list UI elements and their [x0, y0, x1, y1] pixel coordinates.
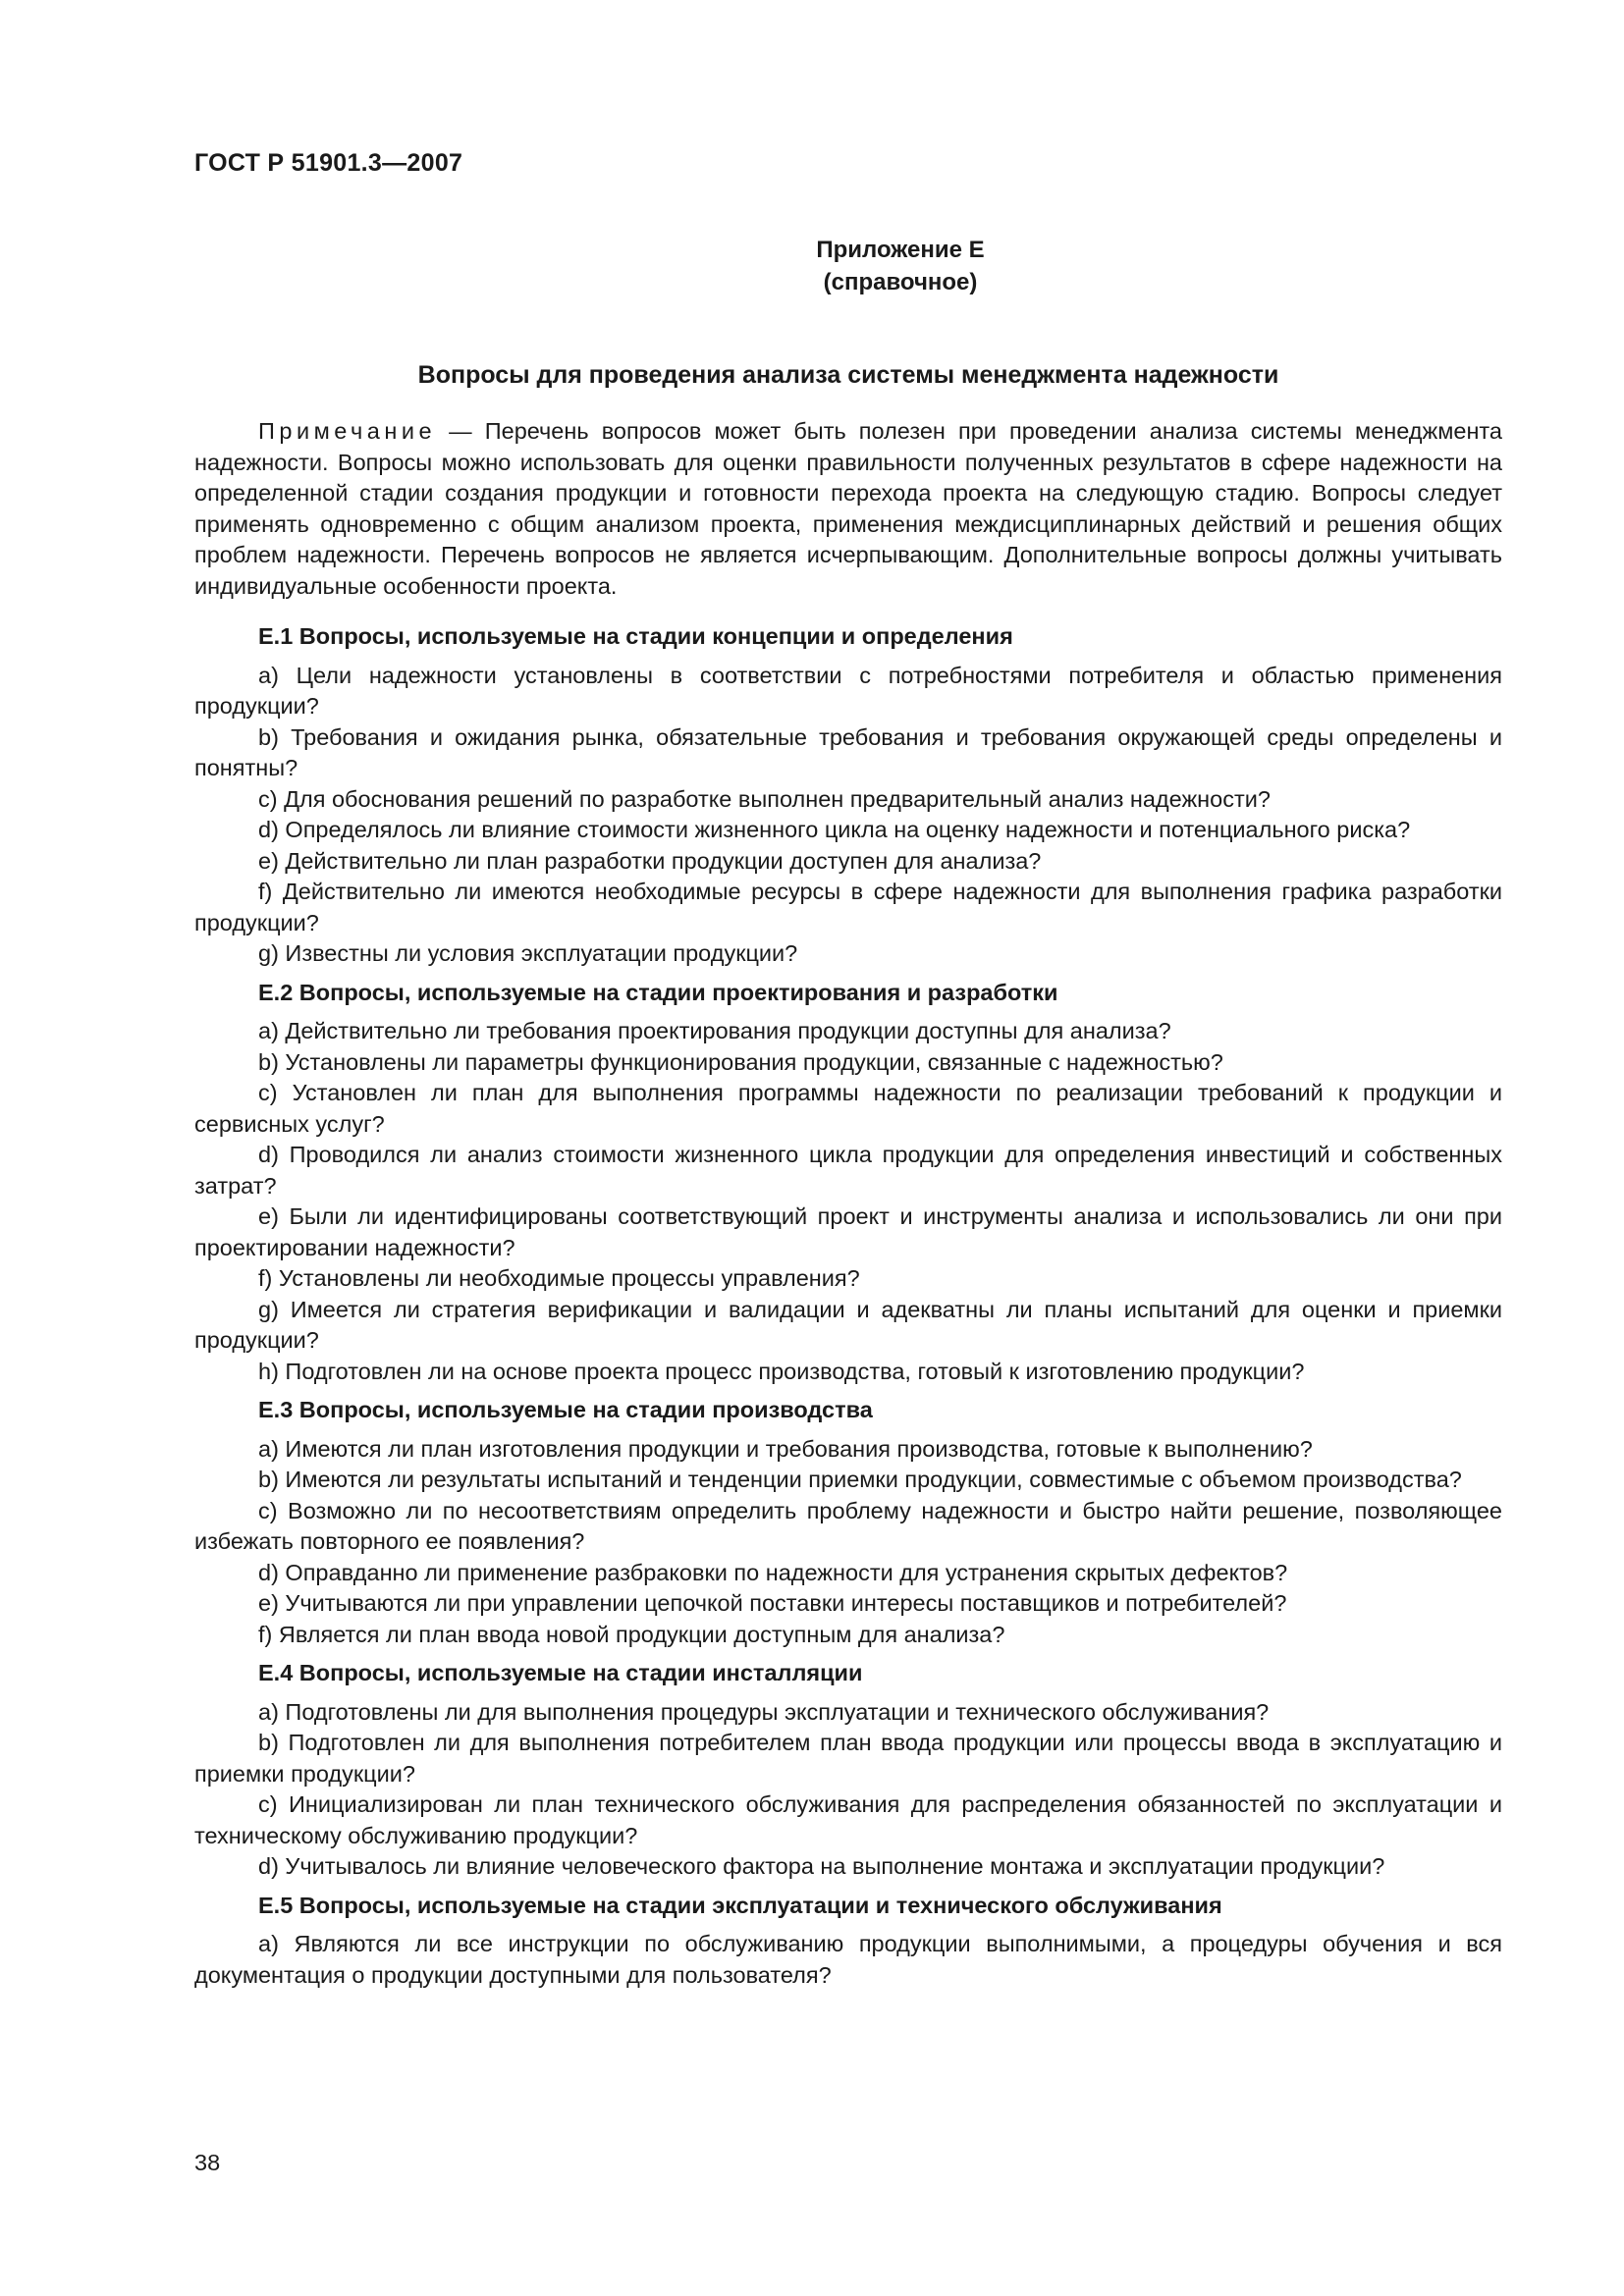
list-item: d) Учитывалось ли влияние человеческого фактора на выполнение монтажа и эксплуатации продукции?: [258, 1853, 1385, 1879]
appendix-type: (справочное): [823, 269, 978, 295]
note-label: Примечание: [258, 418, 437, 444]
list-item: f) Действительно ли имеются необходимые ресурсы в сфере надежности для выполнения графика разработки продукции?: [194, 879, 1502, 935]
list-item: a) Являются ли все инструкции по обслуживанию продукции выполнимыми, а процедуры обучения и вся документация о продукции доступными для пользователя?: [194, 1931, 1502, 1988]
note-text: — Перечень вопросов может быть полезен при проведении анализа системы менеджмента надежности. Вопросы можно использовать для оценки правильности полученных результатов в сфере надежности на определенной стадии создания продукции и готовности перехода проекта на следующую стадию. Вопросы следует применять одновременно с общим анализом проекта, применения междисциплинарных действий и решения общих проблем надежности. Перечень вопросов не является исчерпывающим. Дополнительные вопросы должны учитывать индивидуальные особенности проекта.: [194, 418, 1502, 599]
list-item: d) Проводился ли анализ стоимости жизненного цикла продукции для определения инвестиций и собственных затрат?: [194, 1142, 1502, 1199]
list-item: d) Оправданно ли применение разбраковки по надежности для устранения скрытых дефектов?: [258, 1559, 1288, 1585]
appendix-title: Приложение Е: [816, 237, 985, 263]
list-item: a) Имеются ли план изготовления продукции и требования производства, готовые к выполнению?: [258, 1435, 1313, 1462]
section-heading-e5: Е.5 Вопросы, используемые на стадии эксплуатации и технического обслуживания: [258, 1892, 1222, 1918]
list-item: c) Установлен ли план для выполнения программы надежности по реализации требований к продукции и сервисных услуг?: [194, 1080, 1502, 1137]
list-item: b) Требования и ожидания рынка, обязательные требования и требования окружающей среды определены и понятны?: [194, 723, 1502, 780]
list-item: b) Подготовлен ли для выполнения потребителем план ввода продукции или процессы ввода в эксплуатацию и приемки продукции?: [194, 1730, 1502, 1787]
list-item: d) Определялось ли влияние стоимости жизненного цикла на оценку надежности и потенциального риска?: [258, 817, 1411, 842]
page-title: Вопросы для проведения анализа системы менеджмента надежности: [417, 361, 1279, 389]
list-item: e) Были ли идентифицированы соответствующий проект и инструменты анализа и использовались ли они при проектировании надежности?: [194, 1203, 1502, 1260]
section-heading-e3: Е.3 Вопросы, используемые на стадии производства: [258, 1397, 873, 1422]
document-body: [194, 416, 1502, 1991]
page-number: 38: [194, 2150, 221, 2175]
section-heading-e2: Е.2 Вопросы, используемые на стадии проектирования и разработки: [258, 979, 1058, 1005]
document-code: ГОСТ Р 51901.3—2007: [194, 149, 463, 177]
list-item: c) Возможно ли по несоответствиям определить проблему надежности и быстро найти решение, позволяющее избежать повторного ее появления?: [194, 1497, 1502, 1554]
list-item: g) Имеется ли стратегия верификации и валидации и адекватны ли планы испытаний для оценки и приемки продукции?: [194, 1296, 1502, 1353]
list-item: a) Цели надежности установлены в соответствии с потребностями потребителя и областью применения продукции?: [194, 662, 1502, 719]
list-item: c) Для обоснования решений по разработке выполнен предварительный анализ надежности?: [258, 785, 1271, 812]
list-item: a) Действительно ли требования проектирования продукции доступны для анализа?: [258, 1018, 1171, 1043]
section-heading-e4: Е.4 Вопросы, используемые на стадии инсталляции: [258, 1660, 863, 1685]
list-item: e) Учитываются ли при управлении цепочкой поставки интересы поставщиков и потребителей?: [258, 1590, 1287, 1616]
list-item: c) Инициализирован ли план технического обслуживания для распределения обязанностей по эксплуатации и техническому обслуживанию продукции?: [194, 1791, 1502, 1848]
list-item: h) Подготовлен ли на основе проекта процесс производства, готовый к изготовлению продукции?: [258, 1358, 1305, 1384]
note-paragraph: [194, 416, 1502, 602]
list-item: a) Подготовлены ли для выполнения процедуры эксплуатации и технического обслуживания?: [258, 1698, 1270, 1725]
list-item: b) Установлены ли параметры функционирования продукции, связанные с надежностью?: [258, 1048, 1223, 1075]
list-item: f) Установлены ли необходимые процессы управления?: [258, 1265, 860, 1291]
list-item: g) Известны ли условия эксплуатации продукции?: [258, 940, 798, 966]
list-item: e) Действительно ли план разработки продукции доступен для анализа?: [258, 847, 1042, 874]
appendix-header: [0, 234, 1624, 298]
list-item: b) Имеются ли результаты испытаний и тенденции приемки продукции, совместимые с объемом производства?: [258, 1467, 1462, 1492]
list-item: f) Является ли план ввода новой продукции доступным для анализа?: [258, 1621, 1005, 1647]
section-heading-e1: Е.1 Вопросы, используемые на стадии концепции и определения: [258, 623, 1013, 649]
